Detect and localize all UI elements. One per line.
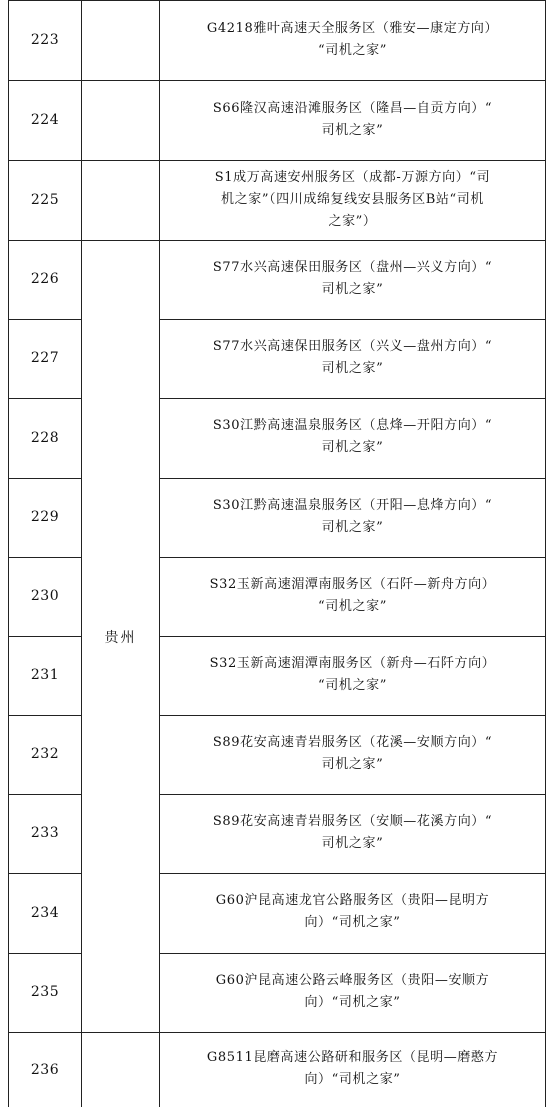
service-area-name: S30江黔高速温泉服务区（息烽—开阳方向）“ 司机之家” (212, 418, 493, 455)
service-area-name: S30江黔高速温泉服务区（开阳—息烽方向）“ 司机之家” (212, 498, 493, 535)
row-number: 231 (30, 667, 60, 683)
table-row (0, 160, 550, 240)
row-number: 224 (30, 112, 60, 128)
service-area-name: S1成万高速安州服务区（成都-万源方向）“司 机之家”（四川成绵复线安县服务区B站“司机 之家”） (214, 170, 491, 229)
table-row (0, 794, 550, 873)
table-row (0, 715, 550, 794)
table-row (0, 953, 550, 1032)
row-number: 234 (30, 905, 60, 921)
table-row (0, 240, 550, 319)
row-number: 229 (30, 509, 60, 525)
row-number: 236 (30, 1062, 60, 1078)
service-area-name: G60沪昆高速公路云峰服务区（贵阳—安顺方 向）“司机之家” (215, 973, 490, 1010)
row-number: 230 (30, 588, 60, 604)
service-area-name: G8511昆磨高速公路研和服务区（昆明—磨憨方 向）“司机之家” (206, 1050, 499, 1087)
service-area-name: S32玉新高速湄潭南服务区（新舟—石阡方向） “司机之家” (209, 656, 496, 693)
row-number: 233 (30, 825, 60, 841)
row-number: 235 (30, 984, 60, 1000)
row-number: 227 (30, 350, 60, 366)
service-area-name: S89花安高速青岩服务区（花溪—安顺方向）“ 司机之家” (212, 735, 493, 772)
service-area-name: G60沪昆高速龙官公路服务区（贵阳—昆明方 向）“司机之家” (215, 893, 490, 930)
row-number: 226 (30, 271, 60, 287)
service-area-name: S66隆汉高速沿滩服务区（隆昌—自贡方向）“ 司机之家” (212, 101, 493, 138)
service-area-name: S32玉新高速湄潭南服务区（石阡—新舟方向） “司机之家” (209, 577, 496, 614)
table-row (0, 398, 550, 478)
row-number: 228 (30, 430, 60, 446)
row-number: 225 (30, 192, 60, 208)
table-row (0, 557, 550, 636)
service-area-name: G4218雅叶高速天全服务区（雅安—康定方向） “司机之家” (206, 21, 499, 58)
row-number: 223 (30, 32, 60, 48)
table-row (0, 873, 550, 953)
table-row (0, 478, 550, 557)
table-row (0, 636, 550, 715)
table-row (0, 80, 550, 160)
table-row (0, 1032, 550, 1107)
table-row (0, 0, 550, 80)
province-label: 贵州 (104, 630, 137, 646)
table-row (0, 319, 550, 398)
row-number: 232 (30, 746, 60, 762)
service-area-name: S77水兴高速保田服务区（兴义—盘州方向）“ 司机之家” (212, 339, 493, 376)
service-area-name: S77水兴高速保田服务区（盘州—兴义方向）“ 司机之家” (212, 260, 493, 297)
service-area-name: S89花安高速青岩服务区（安顺—花溪方向）“ 司机之家” (212, 814, 493, 851)
